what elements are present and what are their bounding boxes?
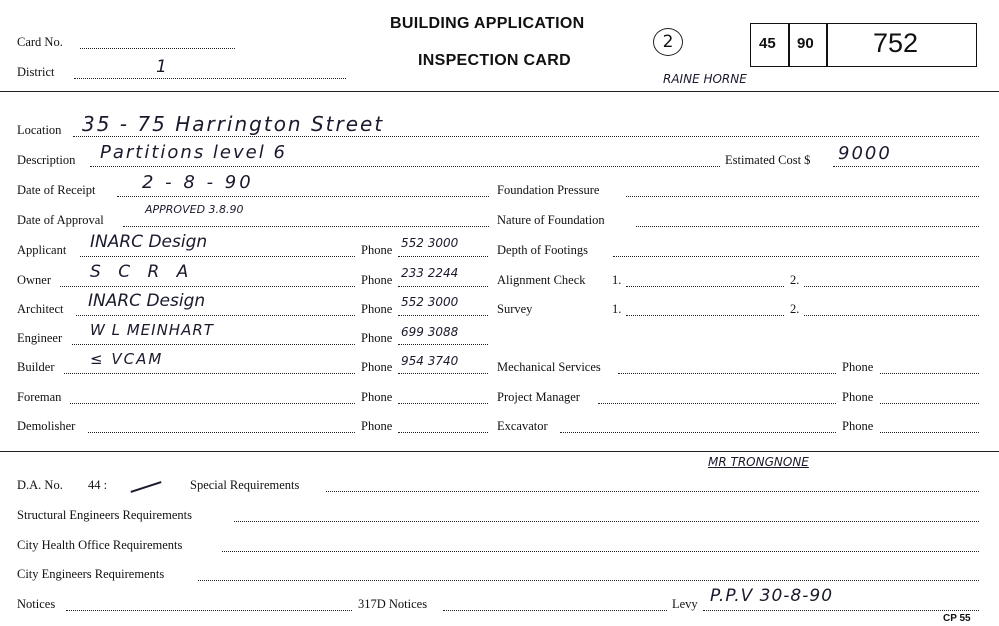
project-manager-phone-field[interactable] (880, 403, 979, 404)
project-manager-field[interactable] (598, 403, 836, 404)
notices-317d-label: 317D Notices (358, 597, 428, 611)
foreman-field[interactable] (70, 403, 355, 404)
applicant-field[interactable] (80, 256, 355, 257)
applicant-value: INARC Design (90, 232, 208, 252)
engineer-phone-field[interactable] (398, 344, 488, 345)
card-no-field[interactable] (80, 48, 235, 49)
da-number-label: D.A. No. (17, 478, 63, 492)
card-number: 752 (873, 28, 919, 58)
date-approval-field[interactable] (123, 226, 489, 227)
alignment-1-label: 1. (612, 273, 622, 287)
mechanical-services-label: Mechanical Services (497, 360, 601, 374)
owner-field[interactable] (60, 286, 355, 287)
health-requirements-field[interactable] (222, 551, 979, 552)
date-approval-value: APPROVED 3.8.90 (145, 203, 244, 216)
district-field[interactable] (74, 78, 346, 79)
foreman-label: Foreman (17, 390, 62, 404)
circled-number (653, 28, 683, 56)
city-engineers-label: City Engineers Requirements (17, 567, 165, 581)
notices-label: Notices (17, 597, 56, 611)
engineer-field[interactable] (72, 344, 355, 345)
demolisher-label: Demolisher (17, 419, 76, 433)
foreman-phone-field[interactable] (398, 403, 488, 404)
district-label: District (17, 65, 55, 79)
survey-2-field[interactable] (804, 315, 979, 316)
notices-field[interactable] (66, 610, 352, 611)
builder-label: Builder (17, 360, 55, 374)
excavator-field[interactable] (560, 432, 836, 433)
owner-phone-value: 233 2244 (401, 266, 459, 280)
da-number-value: 44 : (88, 478, 108, 492)
alignment-2-field[interactable] (804, 286, 979, 287)
architect-field[interactable] (76, 315, 355, 316)
estimated-cost-label: Estimated Cost $ (725, 153, 811, 167)
applicant-phone-value: 552 3000 (401, 236, 459, 250)
levy-field[interactable] (703, 610, 979, 611)
description-field[interactable] (90, 166, 720, 167)
engineer-value: W L MEINHART (90, 321, 214, 339)
engineer-phone-label: Phone (361, 331, 393, 345)
architect-phone-field[interactable] (398, 315, 488, 316)
estimated-cost-value: 9000 (838, 143, 892, 164)
builder-phone-field[interactable] (398, 373, 488, 374)
owner-label: Owner (17, 273, 52, 287)
description-value: Partitions level 6 (100, 142, 287, 163)
alignment-1-field[interactable] (626, 286, 784, 287)
mechanical-services-field[interactable] (618, 373, 836, 374)
da-handwritten-dash (130, 481, 161, 493)
date-receipt-field[interactable] (117, 196, 489, 197)
location-field[interactable] (73, 136, 979, 137)
contact-note: MR TRONGNONE (708, 455, 809, 469)
owner-phone-field[interactable] (398, 286, 488, 287)
demolisher-field[interactable] (88, 432, 355, 433)
nature-foundation-field[interactable] (636, 226, 979, 227)
health-requirements-label: City Health Office Requirements (17, 538, 183, 552)
depth-footings-label: Depth of Footings (497, 243, 588, 257)
form-code: CP 55 (943, 613, 971, 624)
structural-requirements-label: Structural Engineers Requirements (17, 508, 192, 522)
date-approval-label: Date of Approval (17, 213, 104, 227)
excavator-phone-label: Phone (842, 419, 874, 433)
builder-field[interactable] (64, 373, 355, 374)
project-manager-label: Project Manager (497, 390, 580, 404)
excavator-label: Excavator (497, 419, 548, 433)
builder-value: ≤ VCAM (90, 350, 164, 368)
survey-2-label: 2. (790, 302, 800, 316)
form-title-line2: INSPECTION CARD (418, 52, 571, 69)
architect-value: INARC Design (88, 291, 206, 311)
alignment-check-label: Alignment Check (497, 273, 586, 287)
mechanical-phone-label: Phone (842, 360, 874, 374)
survey-1-field[interactable] (626, 315, 784, 316)
city-engineers-field[interactable] (198, 580, 979, 581)
estimated-cost-field[interactable] (833, 166, 979, 167)
owner-phone-label: Phone (361, 273, 393, 287)
form-title-line1: BUILDING APPLICATION (390, 15, 585, 32)
levy-value: P.P.V 30-8-90 (710, 586, 834, 606)
date-receipt-value: 2 - 8 - 90 (142, 172, 254, 193)
applicant-label: Applicant (17, 243, 67, 257)
structural-requirements-field[interactable] (234, 521, 979, 522)
card-code-1: 45 (759, 35, 776, 52)
builder-phone-value: 954 3740 (401, 354, 459, 368)
architect-label: Architect (17, 302, 64, 316)
location-value: 35 - 75 Harrington Street (82, 112, 385, 136)
owner-value: S C R A (90, 262, 195, 282)
agent-note: RAINE HORNE (663, 72, 747, 86)
card-no-label: Card No. (17, 35, 63, 49)
survey-1-label: 1. (612, 302, 622, 316)
description-label: Description (17, 153, 76, 167)
applicant-phone-field[interactable] (398, 256, 488, 257)
location-label: Location (17, 123, 62, 137)
alignment-2-label: 2. (790, 273, 800, 287)
foundation-pressure-field[interactable] (626, 196, 979, 197)
district-value: 1 (156, 57, 167, 77)
special-requirements-label: Special Requirements (190, 478, 300, 492)
demolisher-phone-field[interactable] (398, 432, 488, 433)
card-code-2: 90 (797, 35, 814, 52)
excavator-phone-field[interactable] (880, 432, 979, 433)
header-divider (0, 91, 999, 92)
builder-phone-label: Phone (361, 360, 393, 374)
details-divider (0, 451, 999, 452)
depth-footings-field[interactable] (613, 256, 979, 257)
mechanical-phone-field[interactable] (880, 373, 979, 374)
engineer-label: Engineer (17, 331, 63, 345)
nature-foundation-label: Nature of Foundation (497, 213, 605, 227)
architect-phone-label: Phone (361, 302, 393, 316)
special-requirements-field[interactable] (326, 491, 979, 492)
levy-label: Levy (672, 597, 698, 611)
circled-number-text: 2 (662, 32, 674, 52)
engineer-phone-value: 699 3088 (401, 325, 459, 339)
foundation-pressure-label: Foundation Pressure (497, 183, 600, 197)
date-receipt-label: Date of Receipt (17, 183, 96, 197)
notices-317d-field[interactable] (443, 610, 667, 611)
demolisher-phone-label: Phone (361, 419, 393, 433)
applicant-phone-label: Phone (361, 243, 393, 257)
project-manager-phone-label: Phone (842, 390, 874, 404)
foreman-phone-label: Phone (361, 390, 393, 404)
architect-phone-value: 552 3000 (401, 295, 459, 309)
survey-label: Survey (497, 302, 533, 316)
